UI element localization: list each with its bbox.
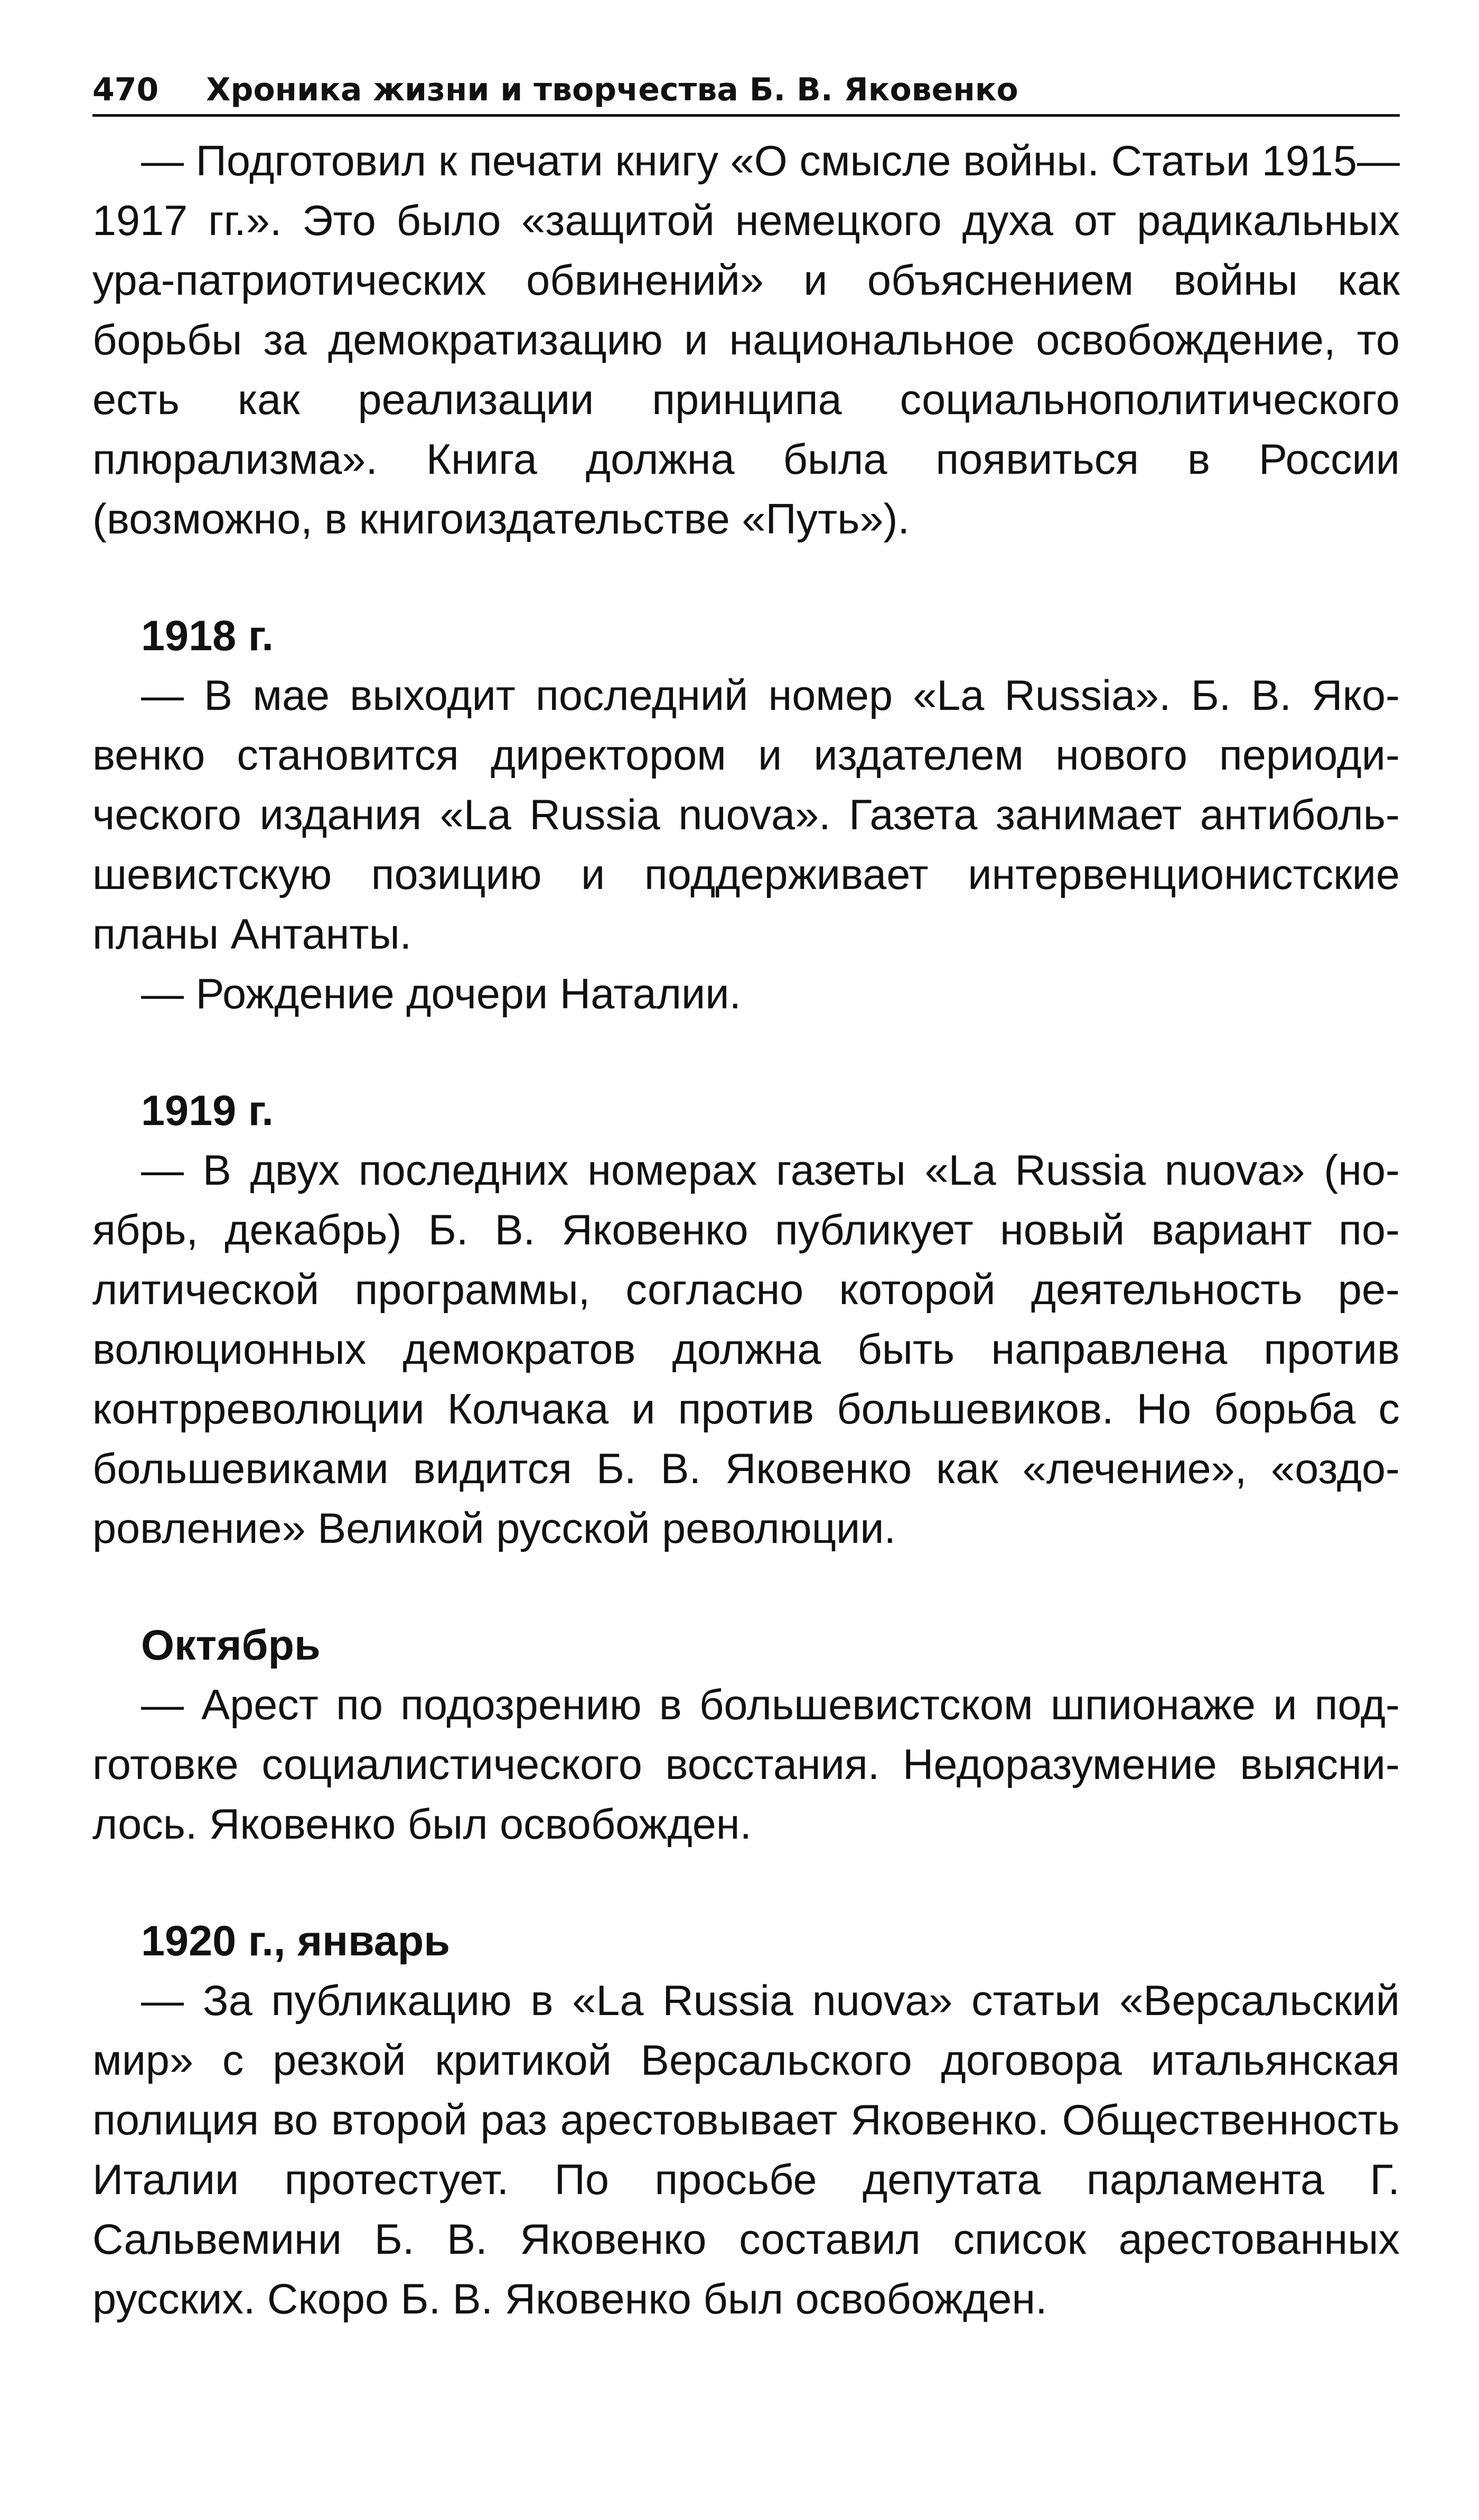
chronicle-entry-1918 [92,606,1400,1024]
paragraph: — В мае выходит последний номер «La Russia». Б. В. Яковенко становится директором и издателем нового периодического издания «La Russia nuova». Газета занимает антибольшевистскую позицию и поддерживает интервенционистские планы Антанты. [92,672,1400,958]
book-page [92,69,1400,2329]
intro-entry [92,132,1400,549]
running-head [92,69,1400,117]
paragraph: — За публикацию в «La Russia nuova» статьи «Версальский мир» с резкой критикой Версальского договора итальянская полиция во второй раз арестовывает Яковенко. Общественность Италии протестует. По просьбе депутата парламента Г. Сальвемини Б. В. Яковенко составил список арестованных русских. Скоро Б. В. Яковенко был освобожден. [92,1977,1400,2323]
entry-heading: 1920 г., январь [141,1917,451,1965]
page-number: 470 [92,71,159,108]
paragraph: — Арест по подозрению в большевистском шпионаже и подготовке социалистического восстания. Недоразумение выяснилось. Яковенко был освобожден. [92,1681,1400,1848]
running-title: Хроника жизни и творчества Б. В. Яковенко [206,71,1018,108]
chronicle-entry-1920-january [92,1912,1400,2329]
paragraph: — Подготовил к печати книгу «О смысле войны. Статьи 1915—1917 гг.». Это было «защитой немецкого духа от радикальных ура-патриотических обвинений» и объяснением войны как борьбы за демократизацию и национальное освобождение, то есть как реализации принципа социальнополитического плюрализма». Книга должна была появиться в России (возможно, в книгоиздательстве «Путь»). [92,137,1400,543]
paragraph: — В двух последних номерах газеты «La Russia nuova» (ноябрь, декабрь) Б. В. Яковенко публикует новый вариант политической программы, согласно которой деятельность революционных демократов должна быть направлена против контрреволюции Колчака и против большевиков. Но борьба с большевиками видится Б. В. Яковенко как «лечение», «оздоровление» Великой русской революции. [92,1147,1400,1552]
page-body [92,132,1400,2329]
chronicle-entry-october [92,1616,1400,1854]
chronicle-entry-1919 [92,1081,1400,1559]
entry-heading: 1918 г. [141,612,274,660]
entry-heading: 1919 г. [141,1087,274,1135]
entry-heading: Октябрь [141,1622,321,1669]
paragraph: — Рождение дочери Наталии. [141,970,741,1018]
